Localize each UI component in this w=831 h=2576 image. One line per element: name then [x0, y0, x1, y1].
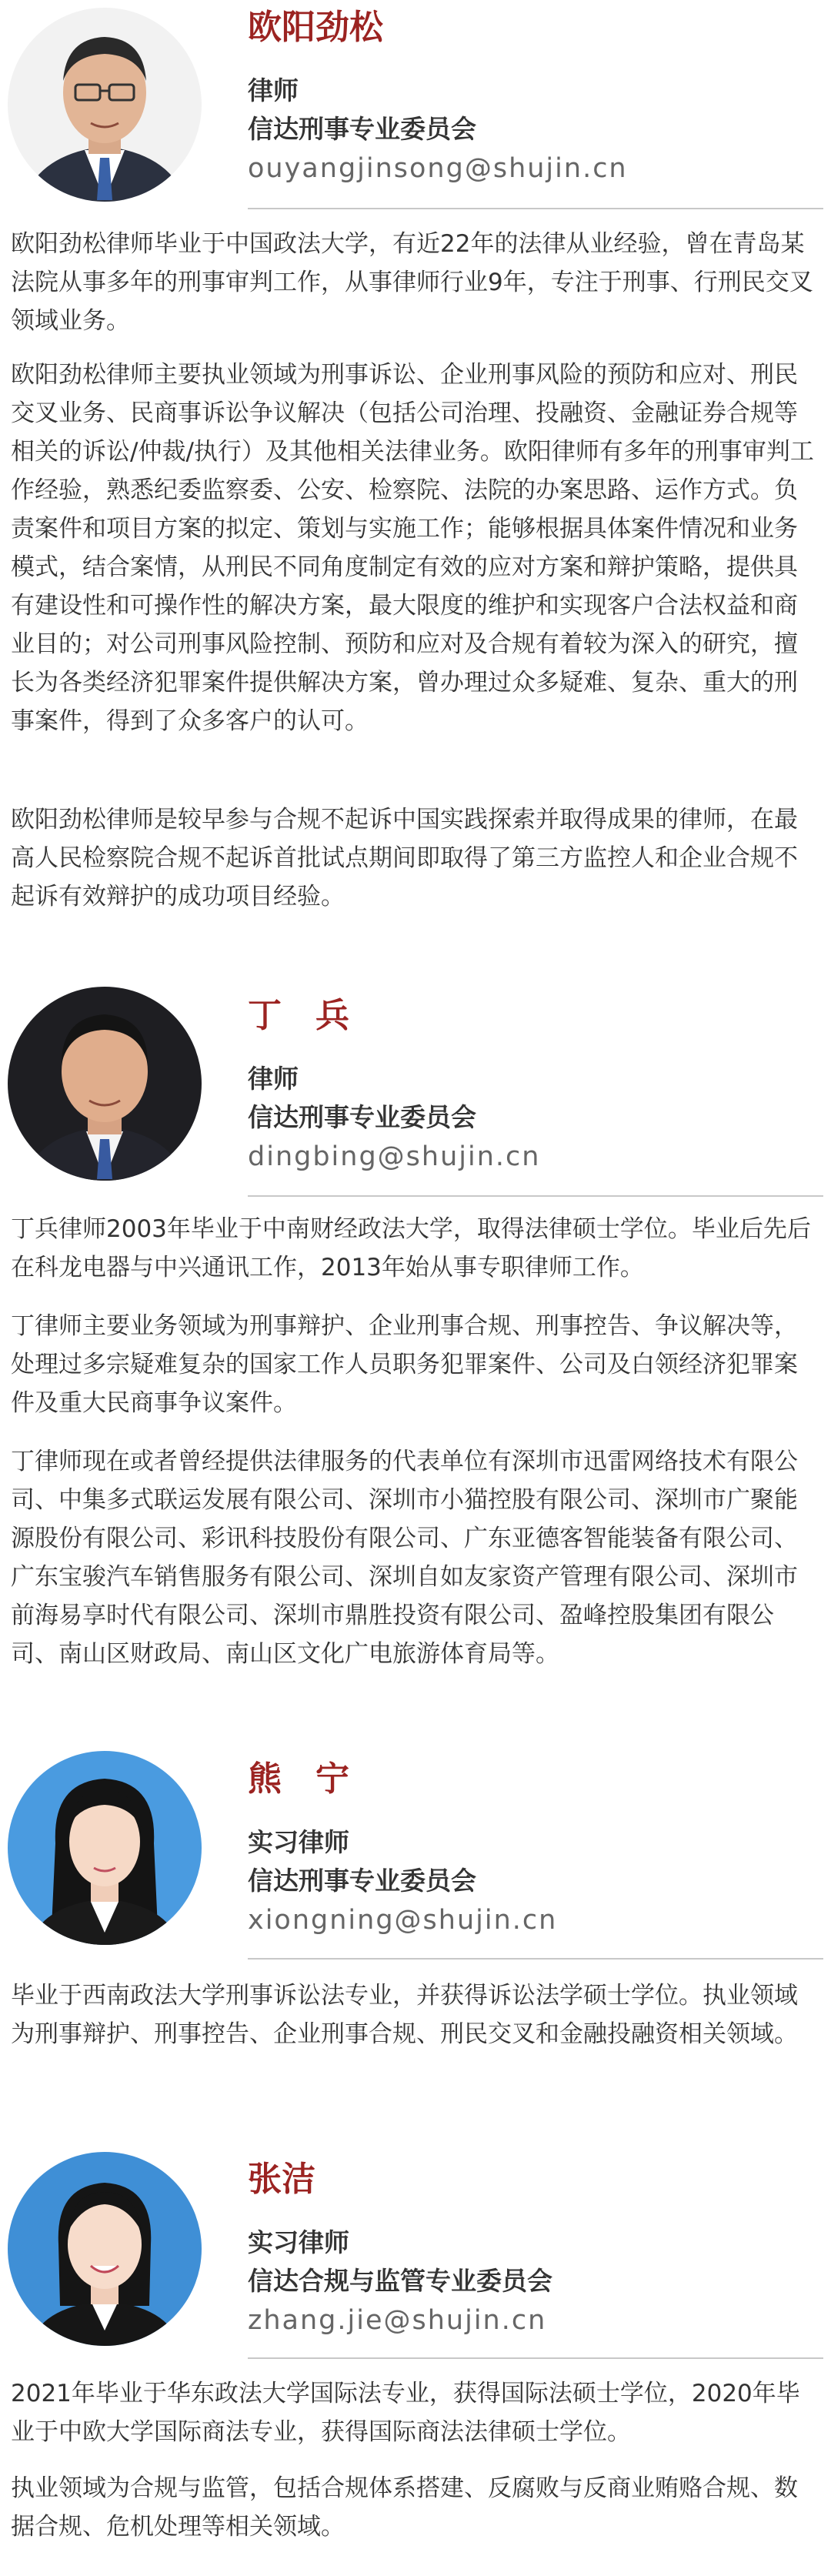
bio-paragraph: 欧阳劲松律师是较早参与合规不起诉中国实践探索并取得成果的律师，在最高人民检察院合规不起诉首批试点期间即取得了第三方监控人和企业合规不起诉有效辩护的成功项目经验。	[11, 806, 798, 910]
bio-paragraph: 欧阳劲松律师主要执业领域为刑事诉讼、企业刑事风险的预防和应对、刑民交叉业务、民商事诉讼争议解决（包括公司治理、投融资、金融证券合规等相关的诉讼/仲裁/执行）及其他相关法律业务。欧阳律师有多年的刑事审判工作经验，熟悉纪委监察委、公安、检察院、法院的办案思路、运作方式。负责案件和项目方案的拟定、策划与实施工作；能够根据具体案件情况和业务模式，结合案情，从刑民不同角度制定有效的应对方案和辩护策略，提供具有建设性和可操作性的解决方案，最大限度的维护和实现客户合法权益和商业目的；对公司刑事风险控制、预防和应对及合规有着较为深入的研究，擅长为各类经济犯罪案件提供解决方案，曾办理过众多疑难、复杂、重大的刑事案件，得到了众多客户的认可。	[11, 361, 814, 735]
profile-header	[248, 993, 540, 1174]
profile-divider	[248, 2357, 823, 2359]
bio-paragraph: 毕业于西南政法大学刑事诉讼法专业，并获得诉讼法学硕士学位。执业领域为刑事辩护、刑事控告、企业刑事合规、刑民交叉和金融投融资相关领域。	[11, 1982, 798, 2048]
lawyer-name: 熊 宁	[248, 1759, 349, 1799]
lawyer-name: 丁 兵	[248, 996, 349, 1035]
avatar-photo	[8, 1751, 202, 1945]
avatar-photo	[8, 2152, 202, 2346]
lawyer-committee: 信达刑事专业委员会	[248, 114, 476, 144]
lawyer-role: 律师	[248, 1064, 299, 1094]
lawyer-role: 律师	[248, 75, 299, 105]
bio-paragraph: 欧阳劲松律师毕业于中国政法大学，有近22年的法律从业经验，曾在青岛某法院从事多年的刑事审判工作，从事律师行业9年，专注于刑事、行刑民交叉领域业务。	[11, 230, 813, 335]
profile-divider	[248, 1958, 823, 1960]
lawyer-role: 实习律师	[248, 2227, 349, 2257]
lawyer-email[interactable]: ouyangjinsong@shujin.cn	[248, 153, 628, 184]
profile-header	[248, 2157, 552, 2338]
lawyer-committee: 信达刑事专业委员会	[248, 1866, 476, 1896]
profile-header	[248, 1756, 557, 1938]
bio-paragraph: 2021年毕业于华东政法大学国际法专业，获得国际法硕士学位，2020年毕业于中欧大学国际商法专业，获得国际商法法律硕士学位。	[11, 2380, 800, 2446]
profile-header	[248, 5, 628, 186]
lawyer-committee: 信达刑事专业委员会	[248, 1102, 476, 1132]
bio-paragraph: 丁兵律师2003年毕业于中南财经政法大学，取得法律硕士学位。毕业后先后在科龙电器与中兴通讯工作，2013年始从事专职律师工作。	[11, 1215, 811, 1281]
profile-divider	[248, 208, 823, 209]
bio-paragraph: 丁律师现在或者曾经提供法律服务的代表单位有深圳市迅雷网络技术有限公司、中集多式联运发展有限公司、深圳市小猫控股有限公司、深圳市广聚能源股份有限公司、彩讯科技股份有限公司、广东亚德客智能装备有限公司、广东宝骏汽车销售服务有限公司、深圳自如友家资产管理有限公司、深圳市前海易享时代有限公司、深圳市鼎胜投资有限公司、盈峰控股集团有限公司、南山区财政局、南山区文化广电旅游体育局等。	[11, 1448, 798, 1668]
lawyer-email[interactable]: zhang.jie@shujin.cn	[248, 2305, 547, 2336]
lawyer-email[interactable]: dingbing@shujin.cn	[248, 1141, 541, 1172]
avatar-photo	[8, 987, 202, 1181]
lawyer-role: 实习律师	[248, 1827, 349, 1857]
bio-paragraph: 执业领域为合规与监管，包括合规体系搭建、反腐败与反商业贿赂合规、数据合规、危机处理等相关领域。	[11, 2474, 798, 2541]
lawyer-email[interactable]: xiongning@shujin.cn	[248, 1905, 558, 1936]
lawyer-name: 张洁	[248, 2160, 315, 2199]
avatar-photo	[8, 8, 202, 202]
profile-divider	[248, 1195, 823, 1197]
lawyer-committee: 信达合规与监管专业委员会	[248, 2266, 552, 2296]
lawyer-name: 欧阳劲松	[248, 8, 383, 47]
bio-paragraph: 丁律师主要业务领域为刑事辩护、企业刑事合规、刑事控告、争议解决等，处理过多宗疑难复杂的国家工作人员职务犯罪案件、公司及白领经济犯罪案件及重大民商事争议案件。	[11, 1312, 798, 1417]
